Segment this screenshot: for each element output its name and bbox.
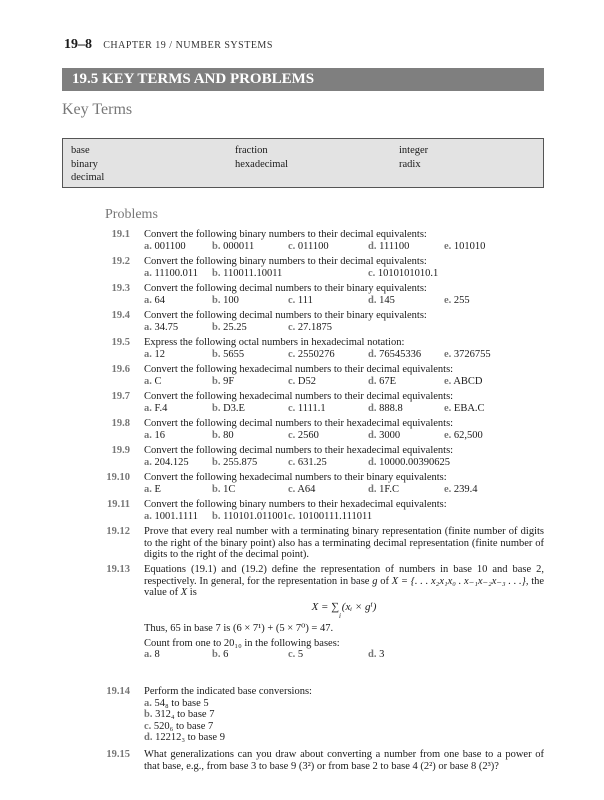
problem-text: Convert the following binary numbers to their hexadecimal equivalents:	[144, 499, 447, 510]
problem-text: Prove that every real number with a terminating binary representation (finite number of digits to the right of the binary point) also has a terminating decimal representation (finite number of digits to the right of the decimal point).	[144, 526, 544, 560]
problems-heading: Problems	[105, 207, 158, 222]
problem-number: 19.4	[111, 310, 130, 321]
problem-text: Convert the following hexadecimal numbers to their binary equivalents:	[144, 472, 447, 483]
section-title-bar	[62, 68, 544, 91]
problem-number: 19.15	[106, 749, 130, 760]
problem-options: a. 11100.011 b. 110011.10011 c. 1010101010.1	[144, 267, 439, 279]
problem-item: b. 312₄ to base 7	[144, 709, 215, 720]
problem-number: 19.9	[111, 445, 130, 456]
problem-number: 19.10	[106, 472, 130, 483]
key-terms-column-3	[399, 144, 428, 171]
running-head	[64, 36, 273, 53]
problem-text: Convert the following binary numbers to their decimal equivalents:	[144, 256, 427, 267]
problem-text: Convert the following decimal numbers to their binary equivalents:	[144, 283, 427, 294]
key-term: integer	[399, 145, 429, 156]
problem-example: Thus, 65 in base 7 is (6 × 7¹) + (5 × 7⁰) = 47.	[144, 623, 334, 634]
problem-options: a. 204.125 b. 255.875 c. 631.25 d. 10000.00390625	[144, 456, 450, 468]
key-terms-column-2	[235, 144, 288, 171]
problem-number: 19.11	[106, 499, 130, 510]
problem-options: a. 1001.1111 b. 110101.011001 c. 10100111.111011	[144, 510, 373, 522]
key-term: fraction	[235, 145, 268, 156]
problem-number: 19.13	[106, 564, 130, 575]
section-title: 19.5 KEY TERMS AND PROBLEMS	[72, 71, 315, 87]
key-term: decimal	[71, 172, 105, 183]
problem-text: What generalizations can you draw about converting a number from one base to a power of that base, e.g., from base 3 to base 9 (3²) or from base 2 to base 4 (2²) or base 8 (2³)?	[144, 749, 544, 772]
problem-item: d. 12212₃ to base 9	[144, 732, 225, 743]
problem-text: Perform the indicated base conversions:	[144, 686, 312, 697]
problem-number: 19.8	[111, 418, 130, 429]
key-terms-column-1	[71, 144, 104, 185]
problem-options: a. F.4 b. D3.E c. 1111.1 d. 888.8 e. EBA.C	[144, 402, 485, 414]
problem-number: 19.14	[106, 686, 130, 697]
key-terms-box	[62, 138, 544, 188]
key-terms-heading: Key Terms	[62, 101, 133, 118]
problem-options: a. 12 b. 5655 c. 2550276 d. 76545336 e. 3726755	[144, 348, 491, 360]
problem-number: 19.5	[111, 337, 130, 348]
problem-text: Convert the following decimal numbers to their binary equivalents:	[144, 310, 427, 321]
problem-text: Convert the following decimal numbers to their hexadecimal equivalents:	[144, 445, 454, 456]
key-term: radix	[399, 158, 421, 170]
problem-options: a. 001100 b. 000011 c. 011100 d. 111100 e. 101010	[144, 240, 486, 252]
problem-number: 19.1	[111, 229, 130, 240]
key-term: hexadecimal	[235, 158, 289, 170]
problem-options: a. C b. 9F c. D52 d. 67E e. ABCD	[144, 375, 483, 387]
problem-text: Convert the following hexadecimal numbers to their decimal equivalents:	[144, 364, 454, 375]
problem-text: Convert the following binary numbers to their decimal equivalents:	[144, 229, 427, 240]
problem-text: Equations (19.1) and (19.2) define the representation of numbers in base 10 and base 2, respectively. In general, for the representation in base g of X = {. . . x₂x₁x₀ . x₋₁x₋₂x₋₃ . . .}, the value of X is	[144, 564, 545, 598]
chapter-title: CHAPTER 19 / NUMBER SYSTEMS	[103, 40, 273, 51]
problem-text: Convert the following hexadecimal numbers to their decimal equivalents:	[144, 391, 454, 402]
page-number: 19–8	[64, 37, 92, 52]
problem-number: 19.2	[111, 256, 130, 267]
key-term: base	[71, 145, 90, 156]
summation-equation: X = ∑ (xᵢ × gⁱ) i	[311, 600, 377, 620]
problem-text: Express the following octal numbers in hexadecimal notation:	[144, 337, 405, 348]
key-term: binary	[71, 158, 98, 170]
problem-options: a. 64 b. 100 c. 111 d. 145 e. 255	[144, 294, 470, 306]
problem-options: a. 34.75 b. 25.25 c. 27.1875	[144, 321, 333, 333]
problem-number: 19.6	[111, 364, 130, 375]
problem-text: Convert the following decimal numbers to their hexadecimal equivalents:	[144, 418, 454, 429]
problem-options: a. E b. 1C c. A64 d. 1F.C e. 239.4	[144, 483, 478, 495]
problem-number: 19.3	[111, 283, 130, 294]
problem-number: 19.12	[106, 526, 130, 537]
problem-options: a. 16 b. 80 c. 2560 d. 3000 e. 62,500	[144, 429, 483, 441]
problem-item: a. 54₈ to base 5	[144, 697, 209, 709]
problem-subtext: Count from one to 20₁₀ in the following bases:	[144, 637, 340, 649]
problem-item: c. 520₆ to base 7	[144, 720, 214, 732]
problem-options: a. 8 b. 6 c. 5 d. 3	[144, 649, 385, 660]
problem-number: 19.7	[111, 391, 130, 402]
